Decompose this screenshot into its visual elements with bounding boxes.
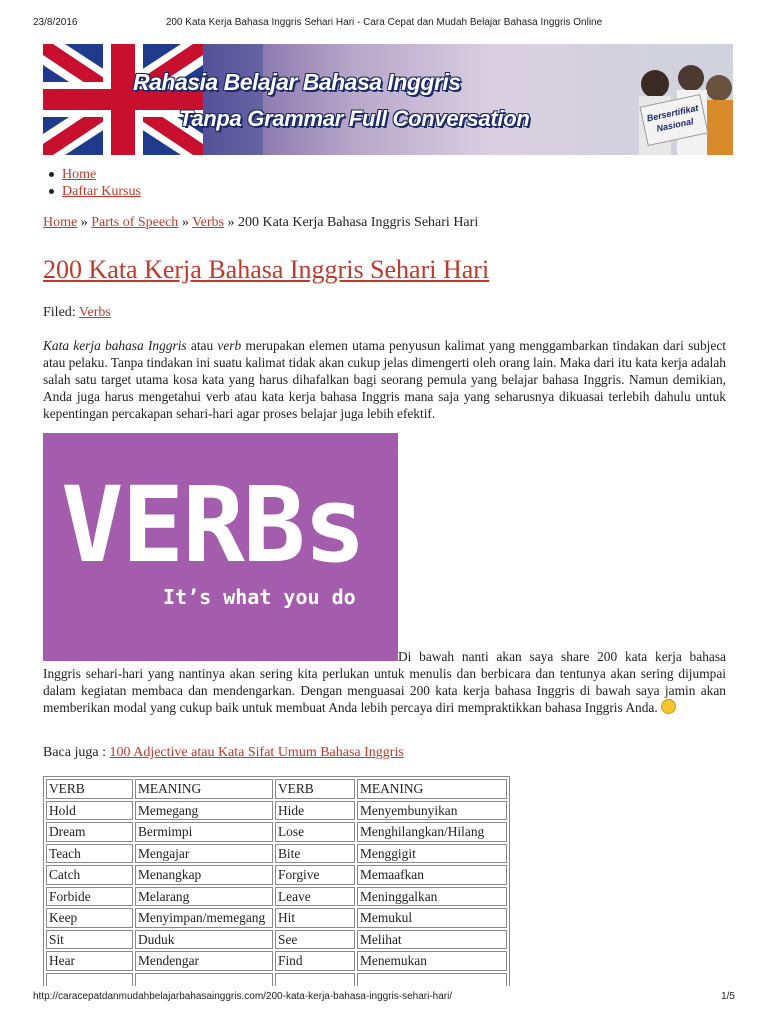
table-cell: Bite (275, 844, 355, 864)
certified-badge: Bersertifikat Nasional (640, 94, 709, 146)
post-title[interactable] (43, 255, 489, 285)
breadcrumb-current: 200 Kata Kerja Bahasa Inggris Sehari Hari (237, 215, 479, 230)
print-header (33, 17, 735, 31)
table-cell: Duduk (135, 930, 273, 950)
breadcrumb (43, 215, 478, 231)
intro-italic-1: Kata kerja bahasa Inggris (43, 338, 187, 353)
print-url: http://caracepatdanmudahbelajarbahasainggris.com/200-kata-kerja-bahasa-inggris-sehari-hari/ (33, 991, 453, 1002)
breadcrumb-separator: » (80, 215, 88, 230)
read-also (43, 745, 404, 761)
second-paragraph-text: Di bawah nanti akan saya share 200 kata kerja bahasa Inggris sehari-hari yang nantinya akan sering kita perlukan untuk menulis dan berbicara dan tentunya akan sering dijumpai dalam kegiatan membaca dan mendengarkan. Dengan menguasai 200 kata kerja bahasa Inggris di bawah saya jamin akan memberikan modal yang cukup baik untuk membuat Anda lebih percaya diri mempraktikkan bahasa Inggris Anda. (43, 649, 726, 715)
filed-category-link[interactable]: Verbs (78, 305, 111, 320)
table-cell: Mendengar (135, 951, 273, 971)
filed-label: Filed: (43, 305, 76, 320)
table-cell: See (275, 930, 355, 950)
verbs-image (43, 433, 398, 661)
table-row (46, 801, 507, 821)
table-cell: Hit (275, 908, 355, 928)
nav-item-home (62, 166, 141, 183)
table-row (46, 908, 507, 928)
table-cell: Bermimpi (135, 822, 273, 842)
breadcrumb-separator: » (181, 215, 189, 230)
breadcrumb-home[interactable]: Home (43, 215, 78, 230)
table-cell: Keep (46, 908, 133, 928)
nav-link-home[interactable]: Home (62, 167, 97, 182)
banner-headline: Rahasia Belajar Bahasa Inggris (133, 69, 461, 95)
table-cell: Hear (46, 951, 133, 971)
breadcrumb-separator: » (227, 215, 235, 230)
breadcrumb-verbs[interactable]: Verbs (192, 215, 224, 230)
table-cell: Hold (46, 801, 133, 821)
table-cell: Hide (275, 801, 355, 821)
table-row (46, 887, 507, 907)
verb-table-body (46, 779, 507, 992)
read-also-label: Baca juga : (43, 745, 110, 760)
table-row (46, 822, 507, 842)
table-cell: Forgive (275, 865, 355, 885)
post-title-link[interactable]: 200 Kata Kerja Bahasa Inggris Sehari Hari (43, 255, 490, 284)
table-cell: Mengajar (135, 844, 273, 864)
print-date: 23/8/2016 (33, 17, 78, 28)
table-cell: Leave (275, 887, 355, 907)
table-cell: Melarang (135, 887, 273, 907)
breadcrumb-parts-of-speech[interactable]: Parts of Speech (91, 215, 179, 230)
table-row (46, 844, 507, 864)
table-cell: Forbide (46, 887, 133, 907)
table-cell: Find (275, 951, 355, 971)
table-cell: Menemukan (357, 951, 507, 971)
site-banner[interactable] (43, 44, 733, 155)
verbs-image-tagline: It’s what you do (163, 585, 356, 609)
nav-item-daftar-kursus (62, 183, 141, 200)
table-header-row (46, 779, 507, 799)
smiley-emoji-icon (661, 699, 676, 714)
verbs-image-title: VERBs (61, 464, 365, 586)
table-header-cell: VERB (275, 779, 355, 799)
table-header-cell: VERB (46, 779, 133, 799)
read-also-link[interactable]: 100 Adjective atau Kata Sifat Umum Bahasa Inggris (109, 745, 404, 760)
intro-italic-2: verb (217, 338, 242, 353)
table-cell: Menggigit (357, 844, 507, 864)
intro-paragraph (43, 337, 726, 422)
filed-under (43, 305, 111, 321)
table-row (46, 930, 507, 950)
print-page-title: 200 Kata Kerja Bahasa Inggris Sehari Hari - Cara Cepat dan Mudah Belajar Bahasa Inggris Online (165, 17, 603, 28)
table-cell: Menghilangkan/Hilang (357, 822, 507, 842)
print-page-number: 1/5 (721, 991, 735, 1002)
intro-connector: atau (186, 338, 218, 353)
table-cell: Lose (275, 822, 355, 842)
table-cell: Meninggalkan (357, 887, 507, 907)
table-cell: Menyimpan/memegang (135, 908, 273, 928)
table-cell: Memukul (357, 908, 507, 928)
table-cell: Memaafkan (357, 865, 507, 885)
table-cell: Memegang (135, 801, 273, 821)
union-jack-graphic (43, 44, 733, 155)
intro-body: merupakan elemen utama penyusun kalimat yang menggambarkan tindakan dari subject atau pelaku. Tanpa tindakan ini suatu kalimat tidak akan cukup jelas dimengerti oleh orang lain. Maka dari itu kata kerja adalah salah satu target utama kosa kata yang harus dihafalkan bagi seorang pemula yang belajar bahasa Inggris. Namun demikian, Anda juga harus mengetahui verb atau kata kerja bahasa Inggris mana saja yang seharusnya dikuasai terlebih dahulu untuk kepentingan percakapan sehari-hari agar proses belajar juga lebih efektif. (43, 338, 727, 421)
table-cell: Menyembunyikan (357, 801, 507, 821)
table-header-cell: MEANING (135, 779, 273, 799)
table-cell: Sit (46, 930, 133, 950)
main-nav (62, 166, 141, 200)
verb-table (43, 776, 510, 995)
nav-link-daftar-kursus[interactable]: Daftar Kursus (62, 184, 141, 199)
banner-subheadline: Tanpa Grammar Full Conversation (179, 106, 530, 131)
table-row (46, 951, 507, 971)
table-header-cell: MEANING (357, 779, 507, 799)
table-cell: Catch (46, 865, 133, 885)
table-row (46, 865, 507, 885)
print-footer (33, 991, 735, 1005)
table-cell: Melihat (357, 930, 507, 950)
table-cell: Teach (46, 844, 133, 864)
table-cell: Dream (46, 822, 133, 842)
table-cell: Menangkap (135, 865, 273, 885)
second-paragraph (43, 648, 726, 716)
